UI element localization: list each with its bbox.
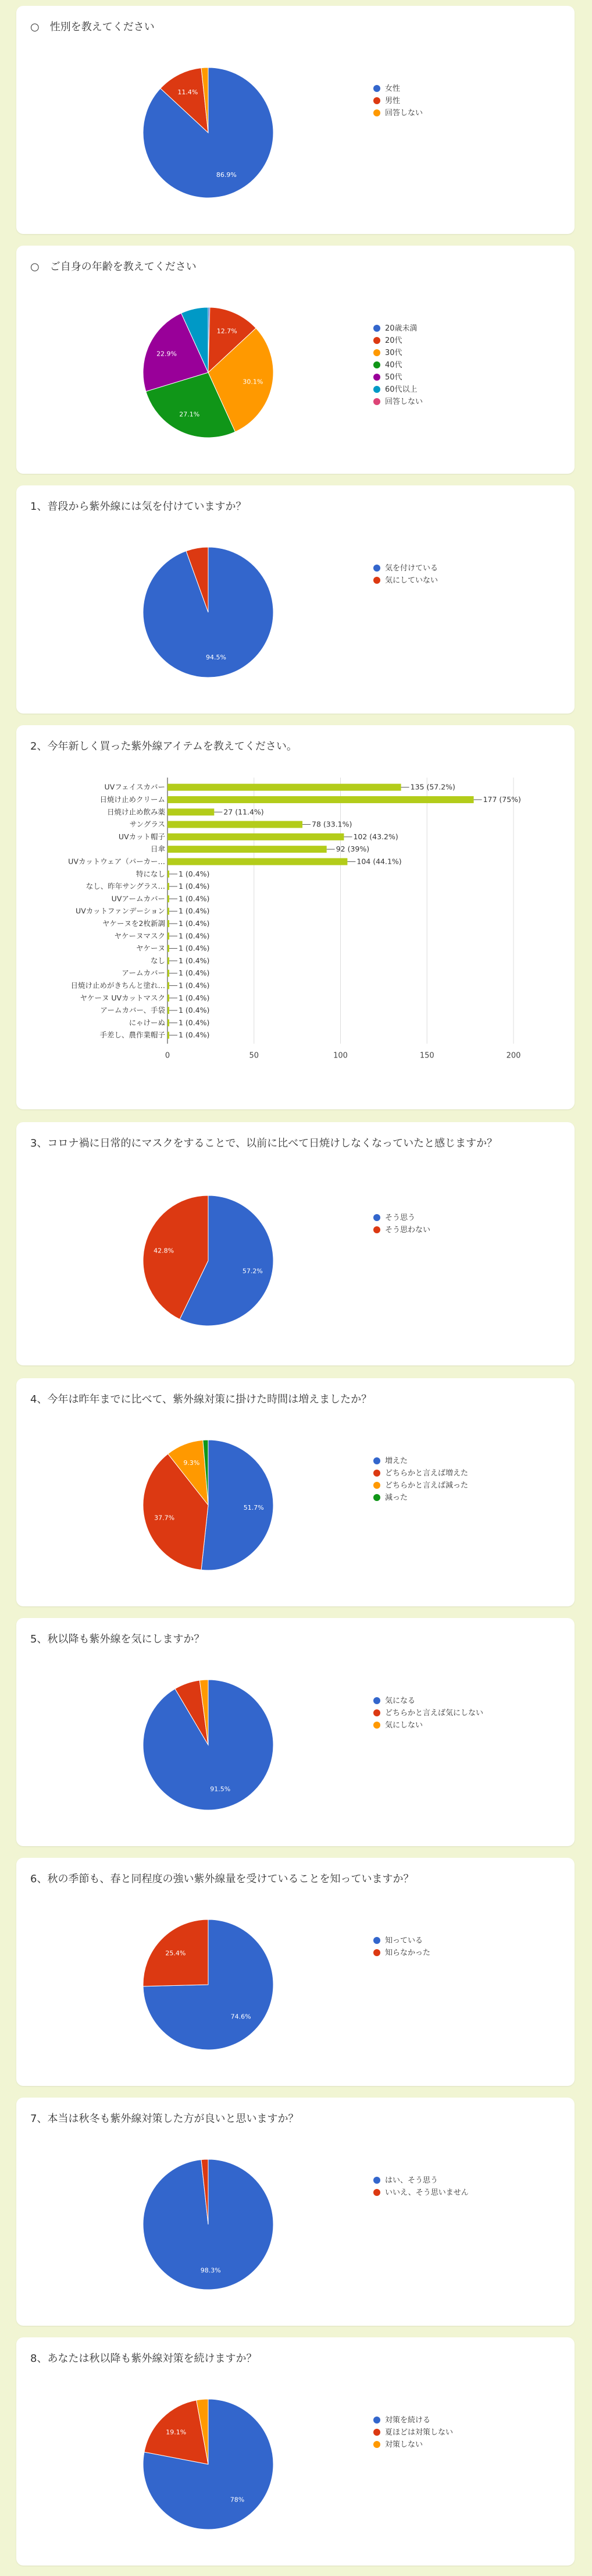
bar-value-label-10: 1 (0.4%) — [178, 906, 210, 916]
legend-swatch-1 — [373, 1709, 380, 1716]
legend-swatch-2 — [373, 1482, 380, 1489]
question-card-0 — [16, 6, 575, 234]
question-card-2 — [16, 485, 575, 714]
category-label-17: ヤケーヌ UVカットマスク — [80, 993, 165, 1002]
x-tick-label-0: 0 — [165, 1051, 170, 1060]
bar-value-label-14: 1 (0.4%) — [178, 956, 210, 965]
pie-chart — [16, 2098, 575, 2326]
slice-label-0: 51.7% — [243, 1504, 264, 1512]
legend-entry-1: いいえ、そう思いません — [385, 2188, 469, 2197]
pie-chart — [16, 1858, 575, 2086]
chart-title: 1、普段から紫外線には気を付けていますか？ — [30, 501, 247, 513]
category-label-20: 手差し、農作業帽子 — [99, 1030, 165, 1039]
legend-swatch-1 — [373, 577, 380, 584]
legend-swatch-0 — [373, 1214, 380, 1221]
bar-value-label-9: 1 (0.4%) — [178, 894, 210, 903]
bar-19 — [167, 1019, 169, 1026]
category-label-11: ヤケーヌを2枚新調 — [102, 918, 165, 928]
slice-label-0: 91.5% — [210, 1785, 231, 1793]
slice-label-0: 94.5% — [206, 654, 226, 662]
legend-entry-0: 知っている — [385, 1936, 423, 1945]
legend-swatch-0 — [373, 325, 380, 332]
slice-label-0: 78% — [230, 2496, 245, 2504]
bar-5 — [167, 846, 327, 853]
bar-7 — [167, 871, 169, 878]
bar-10 — [167, 908, 169, 915]
category-label-14: なし — [150, 956, 165, 965]
category-label-0: UVフェイスカバー — [104, 782, 165, 792]
bar-18 — [167, 1007, 169, 1014]
legend-entry-0: 20歳未満 — [385, 324, 418, 333]
legend-entry-1: 知らなかった — [385, 1949, 431, 1957]
bar-value-label-6: 104 (44.1%) — [356, 857, 402, 866]
legend-swatch-2 — [373, 109, 380, 116]
x-tick-label-2: 100 — [333, 1051, 348, 1060]
pie-chart — [16, 246, 575, 474]
legend-swatch-1 — [373, 2429, 380, 2436]
pie-chart — [16, 1122, 575, 1365]
legend-swatch-1 — [373, 1470, 380, 1477]
chart-title: ○ 性別を教えてください — [30, 21, 155, 33]
legend-swatch-0 — [373, 565, 380, 572]
bar-3 — [167, 821, 302, 828]
bar-value-label-5: 92 (39%) — [336, 845, 370, 854]
bar-value-label-11: 1 (0.4%) — [178, 918, 210, 928]
slice-label-1: 25.4% — [165, 1949, 186, 1957]
legend-entry-2: どちらかと言えば減った — [385, 1481, 469, 1490]
legend-entry-1: どちらかと言えば増えた — [385, 1469, 469, 1478]
bar-value-label-13: 1 (0.4%) — [178, 943, 210, 953]
legend-entry-6: 回答しない — [385, 398, 423, 406]
legend-swatch-1 — [373, 97, 380, 104]
bar-value-label-7: 1 (0.4%) — [178, 869, 210, 878]
x-tick-label-4: 200 — [506, 1051, 521, 1060]
legend-entry-5: 60代以上 — [385, 385, 418, 394]
bar-9 — [167, 895, 169, 902]
category-label-10: UVカットファンデーション — [76, 906, 165, 916]
legend-swatch-5 — [373, 386, 380, 393]
legend-swatch-1 — [373, 1949, 380, 1956]
bar-value-label-15: 1 (0.4%) — [178, 968, 210, 978]
category-label-13: ヤケーヌ — [135, 943, 165, 953]
legend-entry-1: どちらかと言えば気にしない — [385, 1709, 484, 1718]
slice-label-1: 11.4% — [177, 88, 198, 96]
legend-entry-2: 対策しない — [385, 2440, 423, 2449]
legend-entry-2: 回答しない — [385, 109, 423, 118]
question-card-3 — [16, 725, 575, 1109]
legend-swatch-0 — [373, 2417, 380, 2424]
bar-value-label-12: 1 (0.4%) — [178, 931, 210, 941]
bar-value-label-2: 27 (11.4%) — [223, 807, 264, 817]
question-card-9 — [16, 2337, 575, 2566]
pie-chart — [16, 6, 575, 234]
legend-swatch-2 — [373, 2441, 380, 2448]
bar-0 — [167, 784, 401, 791]
chart-title: 4、今年は昨年までに比べて、紫外線対策に掛けた時間は増えましたか？ — [30, 1393, 372, 1406]
legend-swatch-1 — [373, 1226, 380, 1233]
legend-entry-0: 気になる — [385, 1697, 416, 1705]
category-label-19: にゃけーぬ — [129, 1018, 165, 1027]
category-label-9: UVアームカバー — [111, 894, 165, 903]
legend-entry-2: 気にしない — [385, 1721, 423, 1730]
bar-15 — [167, 970, 169, 977]
chart-title: 3、コロナ禍に日常的にマスクをすることで、以前に比べて日焼けしなくなっていたと感じますか？ — [30, 1137, 498, 1149]
legend-entry-1: 夏ほどは対策しない — [385, 2428, 454, 2437]
bar-value-label-16: 1 (0.4%) — [178, 981, 210, 990]
category-label-4: UVカット帽子 — [118, 832, 165, 841]
chart-title: 5、秋以降も紫外線を気にしますか？ — [30, 1633, 205, 1645]
category-label-16: 日焼け止めがきちんと塗れ… — [70, 981, 165, 990]
chart-title: 6、秋の季節も、春と同程度の強い紫外線量を受けていることを知っていますか？ — [30, 1873, 414, 1885]
category-label-5: 日傘 — [150, 845, 165, 854]
legend-swatch-3 — [373, 1494, 380, 1501]
question-card-8 — [16, 2098, 575, 2326]
bar-17 — [167, 995, 169, 1002]
slice-label-1: 42.8% — [154, 1247, 174, 1255]
chart-title: ○ ご自身の年齢を教えてください — [30, 261, 197, 273]
legend-entry-4: 50代 — [385, 373, 402, 382]
question-card-1 — [16, 246, 575, 474]
category-label-2: 日焼け止め飲み薬 — [106, 807, 165, 817]
slice-label-0: 57.2% — [242, 1267, 263, 1275]
bar-6 — [167, 858, 347, 865]
category-label-8: なし、昨年サングラス… — [85, 882, 165, 891]
pie-chart — [16, 1618, 575, 1846]
legend-swatch-0 — [373, 1457, 380, 1464]
legend-swatch-3 — [373, 361, 380, 368]
slice-label-3: 27.1% — [179, 410, 200, 418]
legend-entry-0: 対策を続ける — [385, 2416, 431, 2425]
question-card-5 — [16, 1378, 575, 1606]
bar-2 — [167, 808, 214, 815]
category-label-18: アームカバー、手袋 — [100, 1006, 165, 1015]
legend-entry-1: そう思わない — [385, 1226, 431, 1234]
legend-swatch-1 — [373, 337, 380, 344]
legend-entry-1: 気にしていない — [385, 576, 438, 585]
question-card-6 — [16, 1618, 575, 1846]
pie-chart — [16, 2337, 575, 2566]
bar-value-label-3: 78 (33.1%) — [312, 819, 352, 829]
category-label-6: UVカットウェア（パーカー… — [68, 857, 165, 866]
category-label-3: サングラス — [129, 819, 165, 829]
slice-label-4: 22.9% — [156, 350, 177, 358]
slice-label-0: 86.9% — [216, 171, 237, 179]
chart-title: 8、あなたは秋以降も紫外線対策を続けますか？ — [30, 2353, 257, 2365]
bar-1 — [167, 796, 474, 803]
chart-title: 7、本当は秋冬も紫外線対策した方が良いと思いますか？ — [30, 2113, 299, 2125]
slice-label-1: 37.7% — [154, 1514, 175, 1522]
bar-12 — [167, 932, 169, 939]
bar-13 — [167, 945, 169, 952]
legend-entry-0: 増えた — [385, 1457, 408, 1466]
pie-chart — [16, 1378, 575, 1606]
legend-entry-0: 気を付けている — [385, 564, 438, 573]
slice-label-0: 74.6% — [230, 2013, 251, 2021]
legend-swatch-4 — [373, 374, 380, 381]
bar-value-label-17: 1 (0.4%) — [178, 993, 210, 1002]
bar-14 — [167, 957, 169, 964]
question-card-4 — [16, 1122, 575, 1365]
legend-swatch-1 — [373, 2189, 380, 2196]
legend-swatch-0 — [373, 1697, 380, 1704]
slice-label-0: 98.3% — [200, 2266, 221, 2275]
bar-value-label-4: 102 (43.2%) — [353, 832, 398, 841]
slice-label-2: 9.3% — [183, 1459, 200, 1467]
question-card-7 — [16, 1858, 575, 2086]
category-label-1: 日焼け止めクリーム — [99, 794, 165, 804]
bar-value-label-8: 1 (0.4%) — [178, 882, 210, 891]
legend-entry-2: 30代 — [385, 349, 402, 357]
category-label-12: ヤケーヌマスク — [114, 931, 165, 941]
legend-entry-0: 女性 — [385, 84, 401, 93]
legend-swatch-0 — [373, 85, 380, 92]
bar-value-label-0: 135 (57.2%) — [410, 782, 455, 792]
legend-entry-3: 40代 — [385, 361, 402, 370]
legend-swatch-2 — [373, 349, 380, 356]
legend-swatch-0 — [373, 2177, 380, 2184]
legend-swatch-0 — [373, 1937, 380, 1944]
pie-chart — [16, 485, 575, 714]
slice-label-1: 12.7% — [216, 327, 237, 335]
category-label-15: アームカバー — [122, 968, 165, 978]
legend-entry-3: 減った — [385, 1493, 408, 1502]
bar-value-label-19: 1 (0.4%) — [178, 1018, 210, 1027]
bar-20 — [167, 1032, 169, 1039]
x-tick-label-3: 150 — [419, 1051, 434, 1060]
bar-value-label-1: 177 (75%) — [483, 794, 521, 804]
bar-16 — [167, 982, 169, 989]
legend-entry-1: 男性 — [385, 97, 401, 105]
bar-value-label-20: 1 (0.4%) — [178, 1030, 210, 1039]
bar-8 — [167, 883, 169, 890]
legend-entry-0: はい、そう思う — [385, 2176, 438, 2185]
chart-title: 2、今年新しく買った紫外線アイテムを教えてください。 — [30, 740, 297, 753]
bar-4 — [167, 833, 344, 840]
legend-swatch-2 — [373, 1722, 380, 1729]
bar-11 — [167, 920, 169, 927]
legend-entry-1: 20代 — [385, 336, 402, 345]
bar-chart — [16, 725, 575, 1109]
category-label-7: 特になし — [135, 869, 165, 878]
legend-swatch-6 — [373, 398, 380, 405]
bar-value-label-18: 1 (0.4%) — [178, 1006, 210, 1015]
slice-label-2: 30.1% — [242, 378, 263, 386]
legend-entry-0: そう思う — [385, 1214, 416, 1222]
x-tick-label-1: 50 — [249, 1051, 259, 1060]
slice-label-1: 19.1% — [166, 2428, 187, 2436]
